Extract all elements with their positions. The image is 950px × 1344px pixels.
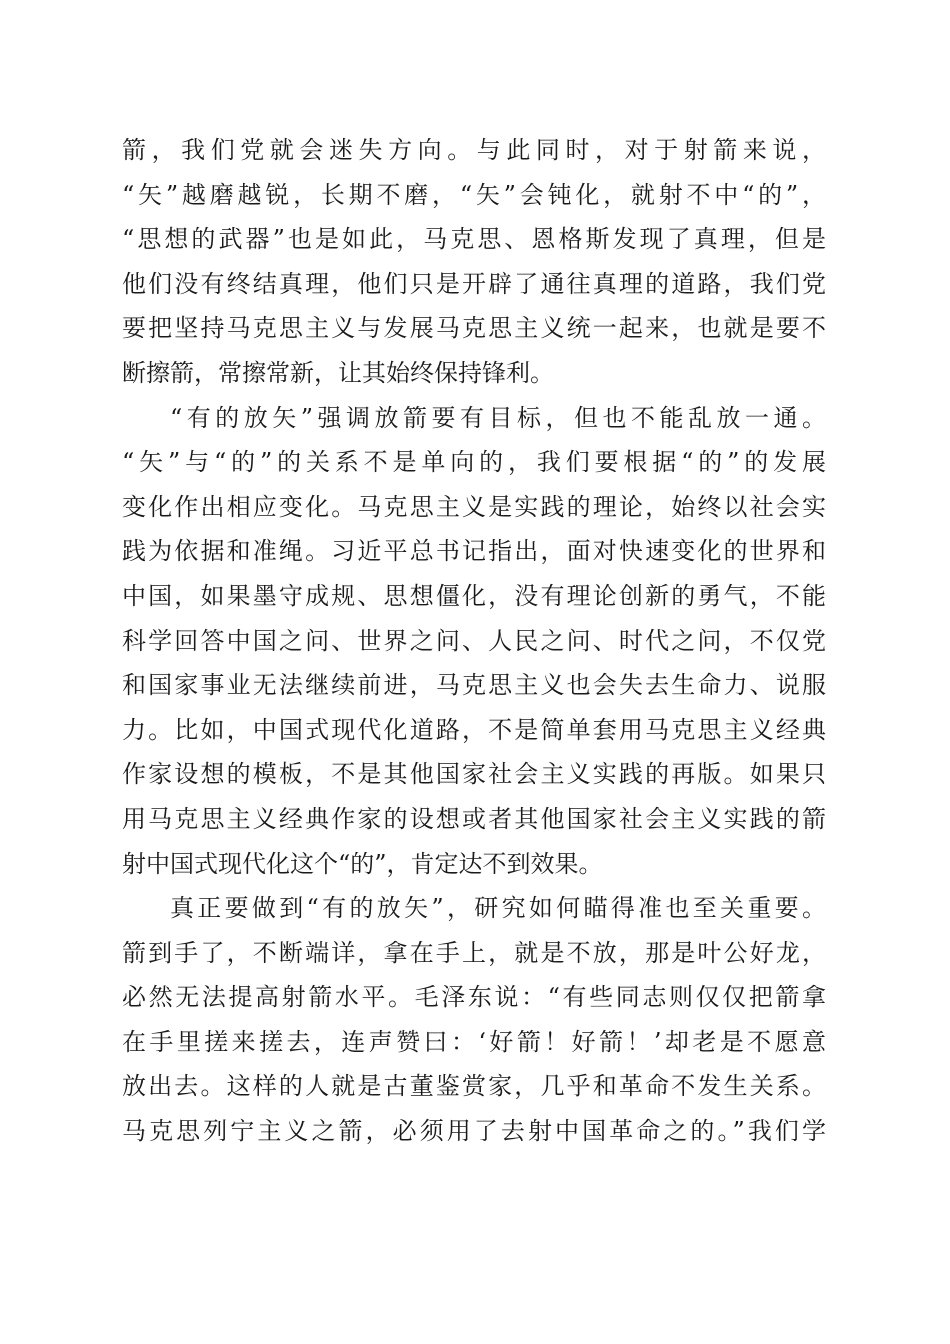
text-line: 马克思列宁主义之箭，必须用了去射中国革命之的。”我们学 [122, 1117, 826, 1146]
text-line: 力。比如，中国式现代化道路，不是简单套用马克思主义经典 [122, 715, 826, 744]
text-line: 用马克思主义经典作家的设想或者其他国家社会主义实践的箭 [122, 804, 826, 833]
text-line: 和国家事业无法继续前进，马克思主义也会失去生命力、说服 [122, 671, 826, 700]
text-line: 放出去。这样的人就是古董鉴赏家，几乎和革命不发生关系。 [122, 1072, 826, 1101]
text-line: “矢”与“的”的关系不是单向的，我们要根据“的”的发展 [122, 448, 826, 477]
text-line: 在手里搓来搓去，连声赞曰：‘好箭！好箭！’却老是不愿意 [122, 1027, 826, 1056]
text-line: “矢”越磨越锐，长期不磨，“矢”会钝化，就射不中“的”， [122, 180, 826, 209]
text-line: 中国，如果墨守成规、思想僵化，没有理论创新的勇气，不能 [122, 581, 826, 610]
text-line: “思想的武器”也是如此，马克思、恩格斯发现了真理，但是 [122, 225, 826, 254]
text-line: 必然无法提高射箭水平。毛泽东说：“有些同志则仅仅把箭拿 [122, 983, 826, 1012]
text-line: 要把坚持马克思主义与发展马克思主义统一起来，也就是要不 [122, 314, 826, 343]
paragraph-first-line: “有的放矢”强调放箭要有目标，但也不能乱放一通。 [170, 403, 826, 432]
paragraph-first-line: 真正要做到“有的放矢”，研究如何瞄得准也至关重要。 [170, 894, 826, 923]
text-line: 射中国式现代化这个“的”，肯定达不到效果。 [122, 849, 603, 878]
text-line: 变化作出相应变化。马克思主义是实践的理论，始终以社会实 [122, 492, 826, 521]
body-text [122, 128, 826, 1154]
text-line: 作家设想的模板，不是其他国家社会主义实践的再版。如果只 [122, 760, 826, 789]
text-line: 他们没有终结真理，他们只是开辟了通往真理的道路，我们党 [122, 269, 826, 298]
text-line: 箭到手了，不断端详，拿在手上，就是不放，那是叶公好龙， [122, 938, 826, 967]
text-line: 践为依据和准绳。习近平总书记指出，面对快速变化的世界和 [122, 537, 826, 566]
text-line: 箭，我们党就会迷失方向。与此同时，对于射箭来说， [122, 136, 826, 164]
text-line: 科学回答中国之问、世界之问、人民之问、时代之问，不仅党 [122, 626, 826, 655]
text-line: 断擦箭，常擦常新，让其始终保持锋利。 [122, 358, 554, 387]
